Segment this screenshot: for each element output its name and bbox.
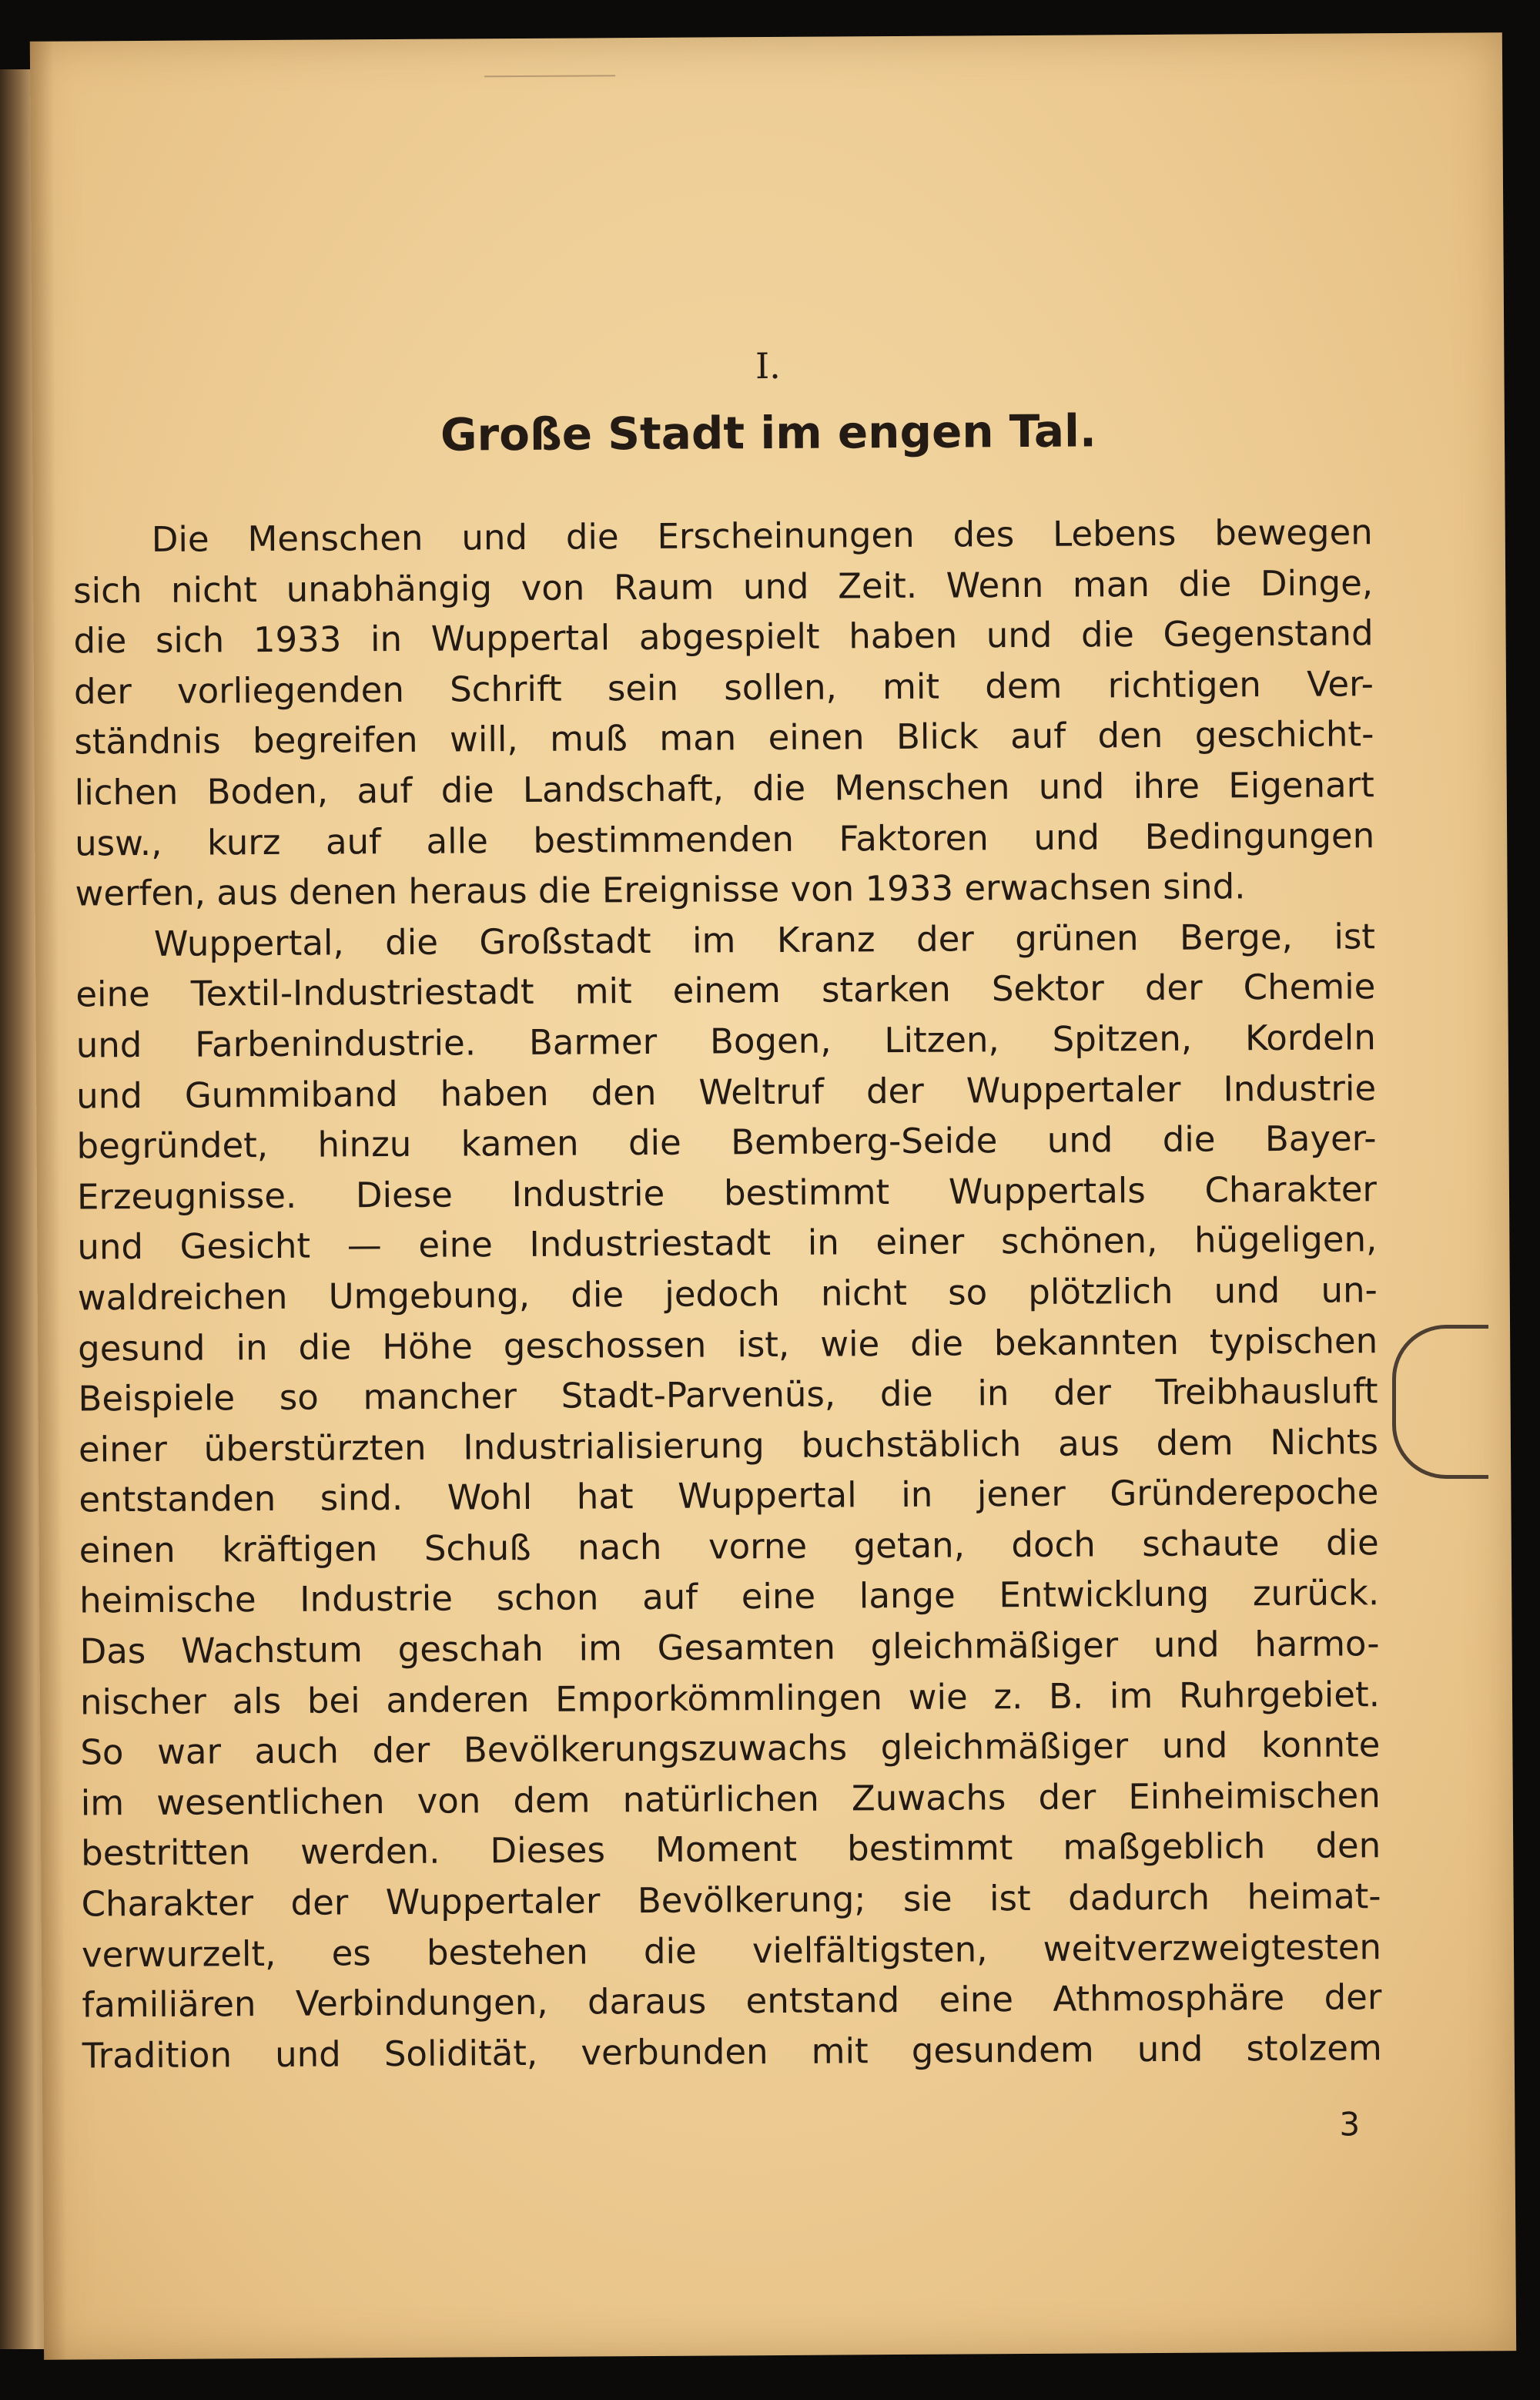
text-line: lichen Boden, auf die Landschaft, die Menschen und ihre Eigenart [74,764,1374,813]
text-line: Die Menschen und die Erscheinungen des Lebens bewegen [151,511,1373,560]
text-line: gesund in die Höhe geschossen ist, wie die bekannten typischen [78,1319,1378,1369]
page-number: 3 [1339,2105,1361,2144]
text-line: usw., kurz auf alle bestimmenden Faktoren und Bedingungen [75,814,1375,864]
text-line: ständnis begreifen will, muß man einen Blick auf den geschicht- [74,713,1374,763]
text-line: werfen, aus denen heraus die Ereignisse von 1933 erwachsen sind. [75,866,1246,914]
text-line: Wuppertal, die Großstadt im Kranz der grünen Berge, ist [153,915,1376,964]
text-line: begründet, hinzu kamen die Bemberg-Seide und die Bayer- [76,1118,1377,1167]
book-page [30,32,1516,2360]
body-text [73,507,1382,2081]
text-line: einer überstürzten Industrialisierung buchstäblich aus dem Nichts [78,1420,1379,1470]
text-line: eine Textil-Industriestadt mit einem starken Sektor der Chemie [75,966,1376,1015]
text-line: waldreichen Umgebung, die jedoch nicht so plötzlich und un- [77,1269,1378,1319]
text-line: Tradition und Solidität, verbunden mit gesundem und stolzem [82,2027,1382,2077]
text-line: verwurzelt, es bestehen die vielfältigsten, weitverzweigtesten [81,1926,1382,1976]
text-line: Charakter der Wuppertaler Bevölkerung; sie ist dadurch heimat- [81,1875,1381,1925]
text-line: Erzeugnisse. Diese Industrie bestimmt Wuppertals Charakter [76,1168,1378,1218]
text-line: und Gesicht — eine Industriestadt in einer schönen, hügeligen, [77,1218,1378,1268]
text-line: Das Wachstum geschah im Gesamten gleichmäßiger und harmo- [79,1623,1380,1672]
chapter-title: Große Stadt im engen Tal. [440,404,1097,461]
text-line: Beispiele so mancher Stadt-Parvenüs, die in der Treibhausluft [78,1370,1378,1420]
text-line: und Gummiband haben den Weltruf der Wuppertaler Industrie [76,1067,1377,1117]
chapter-number: I. [755,344,781,387]
text-line: entstanden sind. Wohl hat Wuppertal in jener Gründerepoche [79,1471,1379,1520]
text-line: sich nicht unabhängig von Raum und Zeit. Wenn man die Dinge, [73,561,1374,612]
text-line: einen kräftigen Schuß nach vorne getan, doch schaute die [79,1522,1379,1571]
top-rule-mark [484,75,615,77]
text-line: So war auch der Bevölkerungszuwachs gleichmäßiger und konnte [80,1724,1381,1773]
paper-clip-mark [1392,1325,1488,1479]
text-line: familiären Verbindungen, daraus entstand eine Athmosphäre der [82,1976,1382,2026]
text-line: und Farbenindustrie. Barmer Bogen, Litzen, Spitzen, Kordeln [75,1017,1376,1066]
text-line: die sich 1933 in Wuppertal abgespielt haben und die Gegenstand [73,612,1374,662]
text-line: bestritten werden. Dieses Moment bestimmt maßgeblich den [81,1825,1381,1874]
text-line: heimische Industrie schon auf eine lange Entwicklung zurück. [79,1572,1380,1621]
text-line: der vorliegenden Schrift sein sollen, mit dem richtigen Ver- [73,663,1374,712]
text-line: nischer als bei anderen Emporkömmlingen wie z. B. im Ruhrgebiet. [79,1673,1381,1723]
text-line: im wesentlichen von dem natürlichen Zuwachs der Einheimischen [80,1775,1381,1824]
